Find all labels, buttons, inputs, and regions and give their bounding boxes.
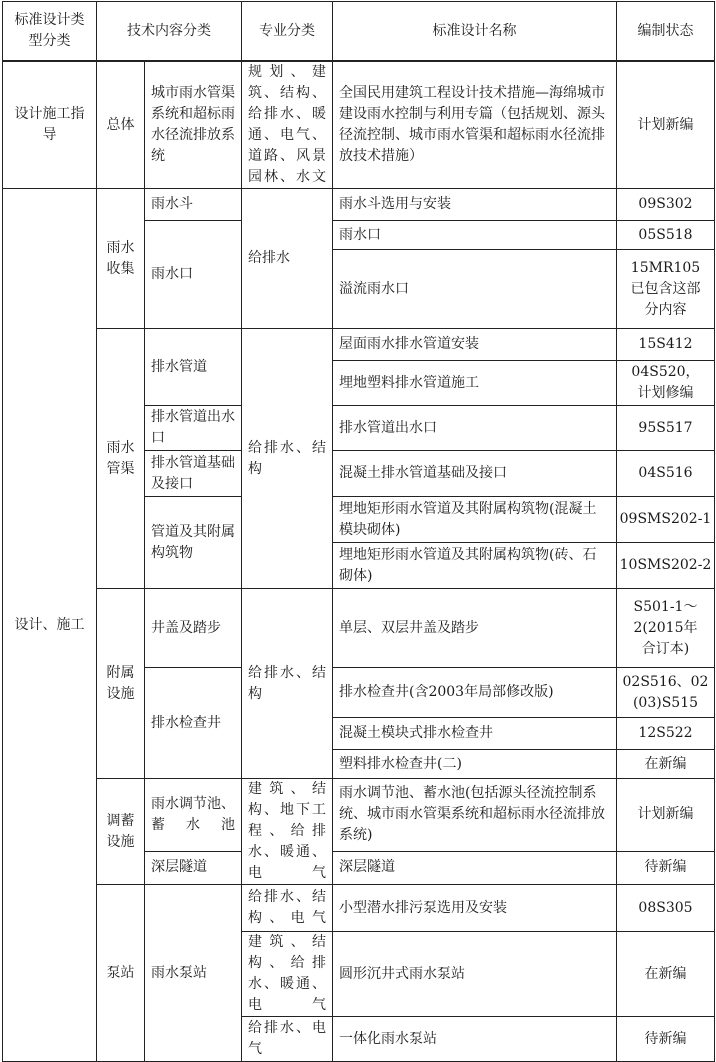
name-cell: 小型潜水排污泵选用及安装 <box>333 885 617 932</box>
discipline-cell: 给排水、电气 <box>242 1017 333 1062</box>
table-row <box>3 885 715 932</box>
table-row <box>3 589 715 668</box>
name-cell: 排水检查井(含2003年局部修改版) <box>333 668 617 718</box>
discipline-cell: 给排水、结构 <box>242 589 333 779</box>
content-cell: 雨水调节池、蓄水池 <box>145 779 242 852</box>
content-cell: 井盖及踏步 <box>145 589 242 668</box>
name-cell: 雨水斗选用与安装 <box>333 189 617 221</box>
name-cell: 埋地塑料排水管道施工 <box>333 361 617 406</box>
header-row <box>3 2 715 62</box>
name-cell: 深层隧道 <box>333 851 617 884</box>
name-cell: 一体化雨水泵站 <box>333 1017 617 1062</box>
status-cell: 09SMS202-1 <box>617 497 715 543</box>
status-cell: 计划新编 <box>617 779 715 852</box>
status-cell: 95S517 <box>617 406 715 451</box>
status-cell: 15MR105已包含这部分内容 <box>617 250 715 329</box>
status-cell: 05S518 <box>617 221 715 250</box>
status-cell: 02S516、02(03)S515 <box>617 668 715 718</box>
name-cell: 排水管道出水口 <box>333 406 617 451</box>
header-name: 标准设计名称 <box>333 2 617 62</box>
table-row <box>3 779 715 852</box>
discipline-cell: 给排水、结构 <box>242 329 333 589</box>
status-cell: 08S305 <box>617 885 715 932</box>
status-cell: 10SMS202-2 <box>617 543 715 589</box>
name-cell: 单层、双层井盖及踏步 <box>333 589 617 668</box>
content-cell: 雨水口 <box>145 221 242 329</box>
name-cell: 屋面雨水排水管道安装 <box>333 329 617 361</box>
status-cell: 在新编 <box>617 932 715 1017</box>
discipline-cell: 规划、建筑、结构、给排水、暖通、电气、道路、风景园林、水文 <box>242 61 333 189</box>
content-cell: 深层隧道 <box>145 851 242 884</box>
name-cell: 溢流雨水口 <box>333 250 617 329</box>
table-row <box>3 189 715 221</box>
status-cell: 15S412 <box>617 329 715 361</box>
header-status: 编制状态 <box>617 2 715 62</box>
name-cell: 雨水口 <box>333 221 617 250</box>
table-row <box>3 61 715 189</box>
status-cell: 12S522 <box>617 718 715 750</box>
content-cell: 排水管道基础及接口 <box>145 451 242 497</box>
category-pipe: 雨水管渠 <box>97 329 145 589</box>
category-pump: 泵站 <box>97 885 145 1062</box>
discipline-cell: 建筑、结构、给排水、暖通、电气 <box>242 932 333 1017</box>
name-cell: 圆形沉井式雨水泵站 <box>333 932 617 1017</box>
content-cell: 管道及其附属构筑物 <box>145 497 242 589</box>
content-cell: 排水管道出水口 <box>145 406 242 451</box>
standards-table-container <box>2 1 715 1062</box>
content-cell: 城市雨水管渠系统和超标雨水径流排放系统 <box>145 61 242 189</box>
discipline-cell: 建筑、结构、地下工程、给排水、暖通、电气 <box>242 779 333 885</box>
status-cell: 04S520，计划修编 <box>617 361 715 406</box>
name-cell: 埋地矩形雨水管道及其附属构筑物(混凝土模块砌体) <box>333 497 617 543</box>
status-cell: S501-1～2(2015年合订本) <box>617 589 715 668</box>
discipline-cell: 给排水 <box>242 189 333 329</box>
name-cell: 全国民用建筑工程设计技术措施—海绵城市建设雨水控制与利用专篇（包括规划、源头径流控制、城市雨水管渠和超标雨水径流排放技术措施） <box>333 61 617 189</box>
header-type: 标准设计类型分类 <box>3 2 97 62</box>
content-cell: 排水管道 <box>145 329 242 406</box>
name-cell: 埋地矩形雨水管道及其附属构筑物(砖、石砌体) <box>333 543 617 589</box>
name-cell: 雨水调节池、蓄水池(包括源头径流控制系统、城市雨水管渠系统和超标雨水径流排放系统) <box>333 779 617 852</box>
group-guide: 设计施工指导 <box>3 61 97 189</box>
header-content: 技术内容分类 <box>97 2 242 62</box>
status-cell: 在新编 <box>617 750 715 779</box>
standards-table <box>2 1 715 1062</box>
category-collect: 雨水收集 <box>97 189 145 329</box>
name-cell: 塑料排水检查井(二) <box>333 750 617 779</box>
category-aux: 附属设施 <box>97 589 145 779</box>
content-cell: 排水检查井 <box>145 668 242 779</box>
table-row <box>3 329 715 361</box>
content-cell: 雨水斗 <box>145 189 242 221</box>
category-storage: 调蓄设施 <box>97 779 145 885</box>
header-discipline: 专业分类 <box>242 2 333 62</box>
status-cell: 计划新编 <box>617 61 715 189</box>
status-cell: 待新编 <box>617 851 715 884</box>
name-cell: 混凝土模块式排水检查井 <box>333 718 617 750</box>
discipline-cell: 给排水、结构、电气 <box>242 885 333 932</box>
category-general: 总体 <box>97 61 145 189</box>
name-cell: 混凝土排水管道基础及接口 <box>333 451 617 497</box>
content-cell: 雨水泵站 <box>145 885 242 1062</box>
status-cell: 04S516 <box>617 451 715 497</box>
group-design: 设计、施工 <box>3 189 97 1062</box>
status-cell: 待新编 <box>617 1017 715 1062</box>
status-cell: 09S302 <box>617 189 715 221</box>
